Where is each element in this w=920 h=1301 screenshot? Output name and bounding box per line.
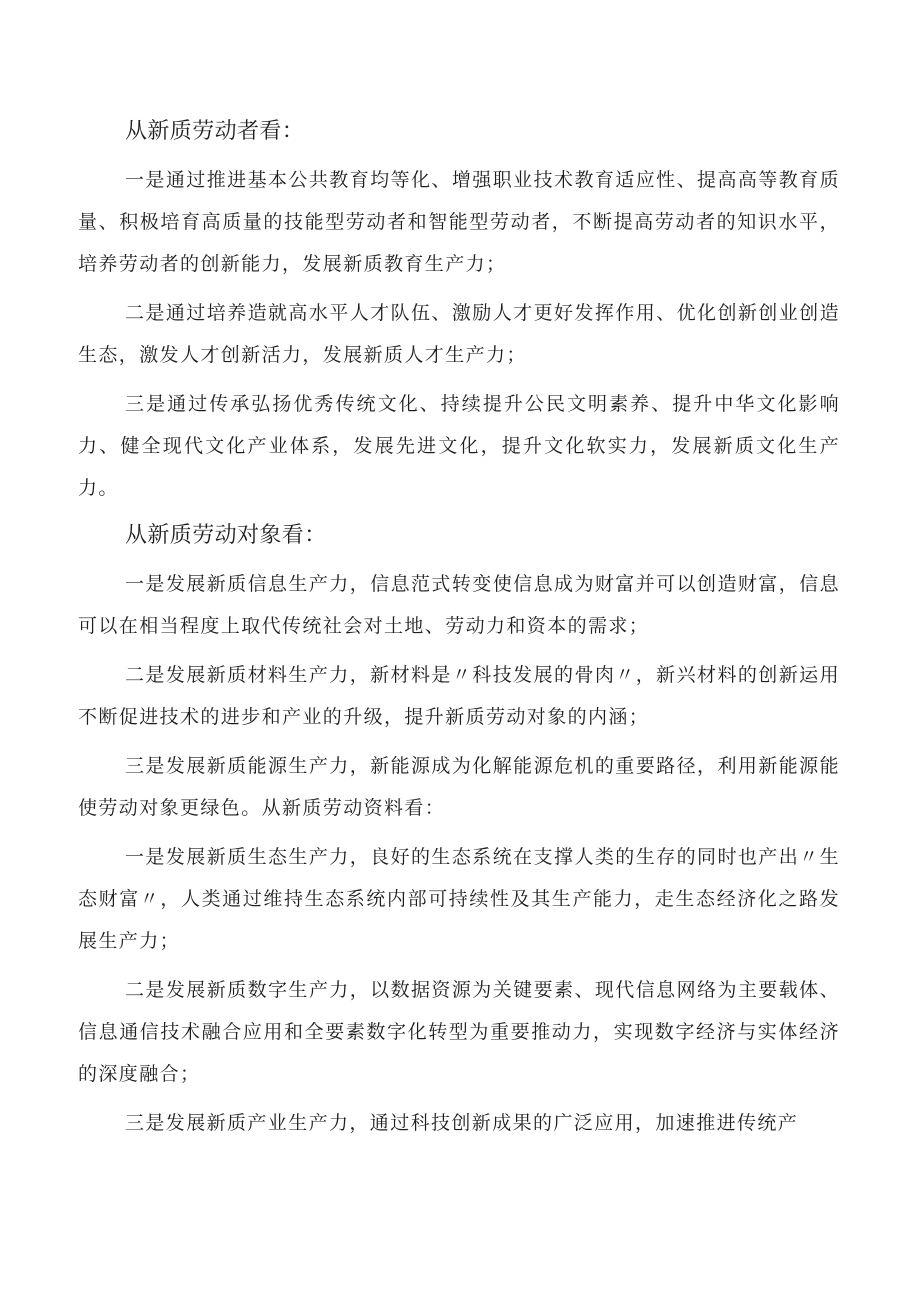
paragraph: 二是通过培养造就高水平人才队伍、激励人才更好发挥作用、优化创新创业创造生态，激发人才创新活力，发展新质人才生产力； — [78, 302, 840, 366]
paragraph: 二是发展新质材料生产力，新材料是〃科技发展的骨肉〃，新兴材料的创新运用不断促进技术的进步和产业的升级，提升新质劳动对象的内涵； — [78, 664, 840, 728]
paragraph: 一是发展新质生态生产力，良好的生态系统在支撑人类的生存的同时也产出〃生态财富〃，人类通过维持生态系统内部可持续性及其生产能力，走生态经济化之路发展生产力； — [78, 846, 840, 952]
paragraph: 三是通过传承弘扬优秀传统文化、持续提升公民文明素养、提升中华文化影响力、健全现代文化产业体系，发展先进文化，提升文化软实力，发展新质文化生产力。 — [78, 393, 840, 499]
paragraph: 一是发展新质信息生产力，信息范式转变使信息成为财富并可以创造财富，信息可以在相当程度上取代传统社会对土地、劳动力和资本的需求； — [78, 573, 840, 637]
section-heading-laborers: 从新质劳动者看： — [125, 119, 305, 144]
paragraph: 三是发展新质能源生产力，新能源成为化解能源危机的重要路径，利用新能源能使劳动对象更绿色。从新质劳动资料看： — [78, 755, 840, 819]
paragraph: 一是通过推进基本公共教育均等化、增强职业技术教育适应性、提高高等教育质量、积极培育高质量的技能型劳动者和智能型劳动者，不断提高劳动者的知识水平，培养劳动者的创新能力，发展新质教育生产力； — [78, 169, 840, 275]
section-heading-labor-objects: 从新质劳动对象看： — [125, 523, 327, 548]
paragraph: 三是发展新质产业生产力，通过科技创新成果的广泛应用，加速推进传统产 — [125, 1112, 799, 1134]
paragraph: 二是发展新质数字生产力，以数据资源为关键要素、现代信息网络为主要载体、信息通信技术融合应用和全要素数字化转型为重要推动力，实现数字经济与实体经济的深度融合； — [78, 979, 840, 1085]
